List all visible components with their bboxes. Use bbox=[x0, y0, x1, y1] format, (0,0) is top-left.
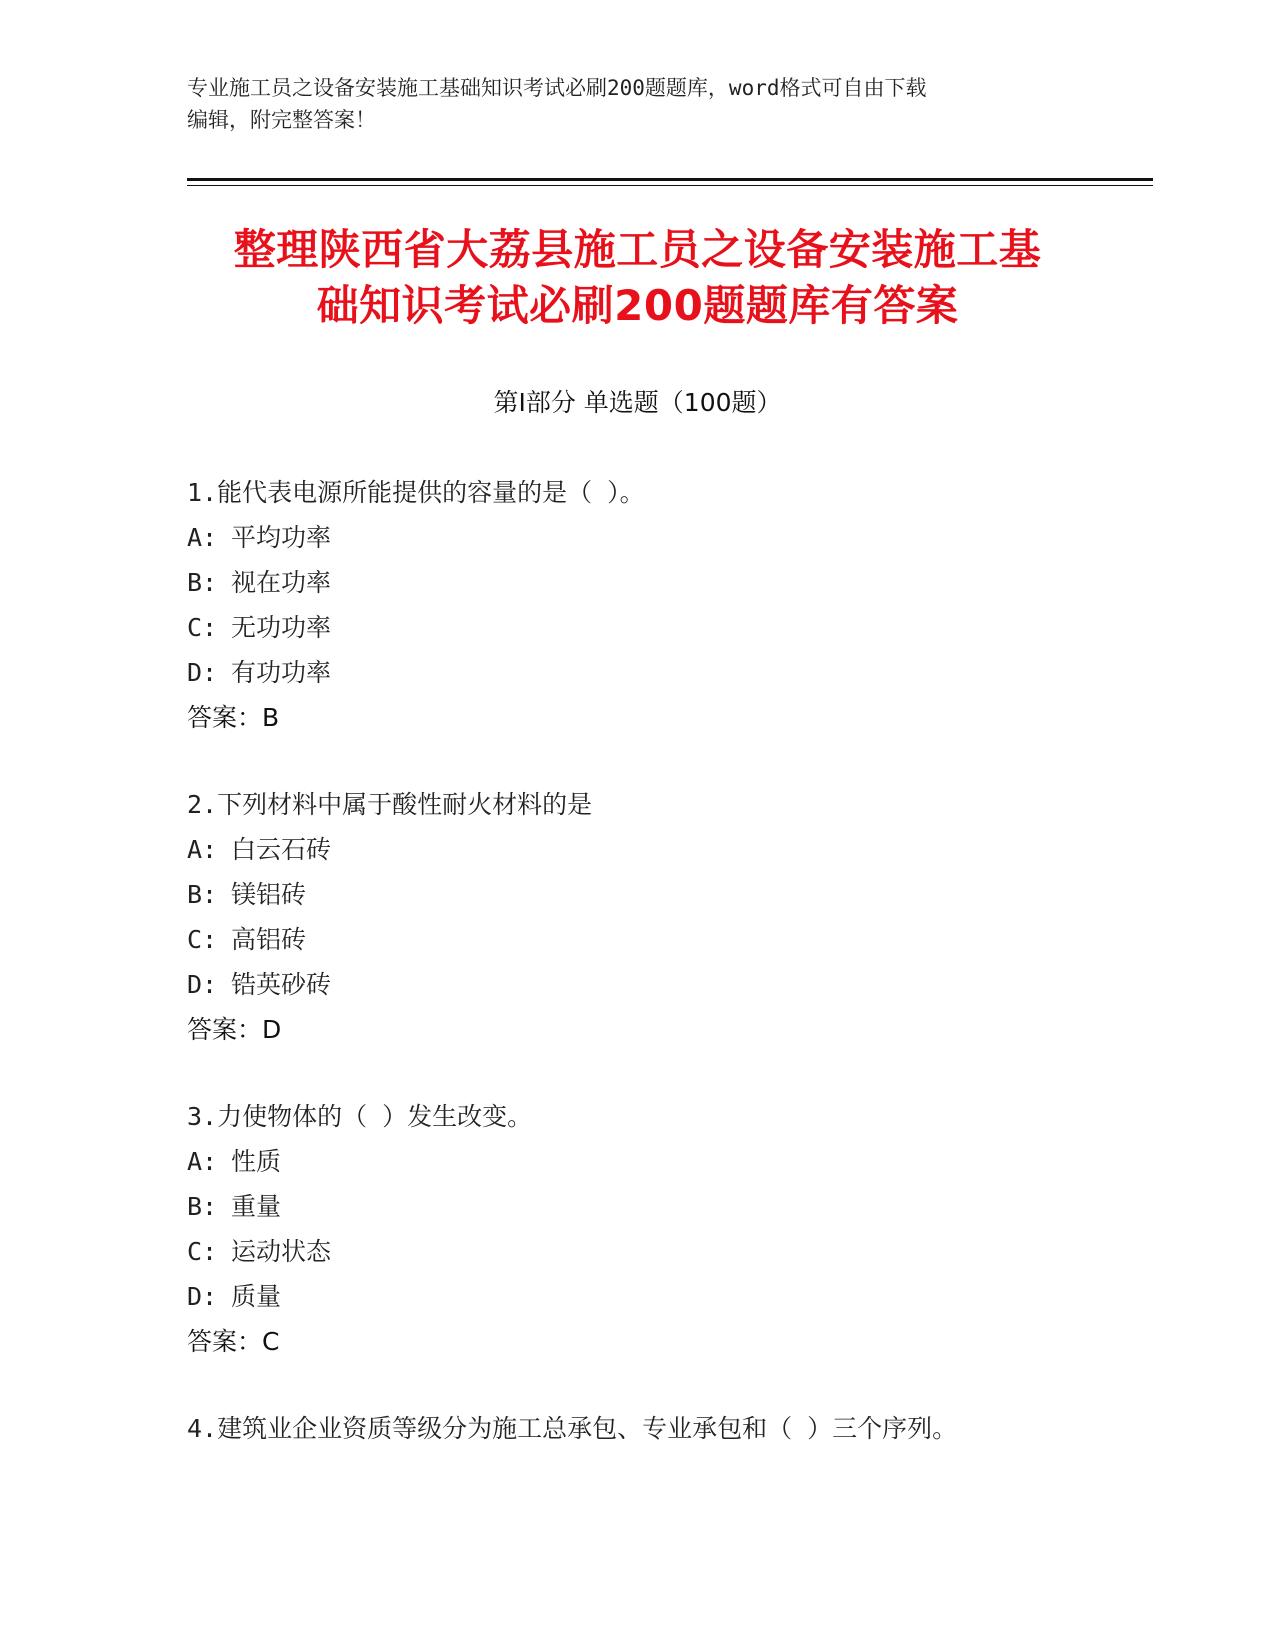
option-text: 高铝砖 bbox=[231, 925, 307, 954]
option-text: 无功功率 bbox=[231, 613, 332, 642]
option-a bbox=[187, 515, 1147, 560]
header-divider-thin bbox=[187, 185, 1153, 186]
document-title bbox=[130, 222, 1145, 334]
answer: 答案：D bbox=[187, 1015, 282, 1044]
question-3 bbox=[187, 1094, 1147, 1364]
option-text: 平均功率 bbox=[231, 523, 332, 552]
option-c bbox=[187, 1229, 1147, 1274]
question-1 bbox=[187, 470, 1147, 740]
option-letter: D: bbox=[187, 658, 218, 687]
option-d bbox=[187, 650, 1147, 695]
option-text: 有功功率 bbox=[231, 658, 332, 687]
option-c bbox=[187, 605, 1147, 650]
question-stem: 1.能代表电源所能提供的容量的是（ ）。 bbox=[187, 478, 645, 507]
option-text: 重量 bbox=[231, 1192, 282, 1221]
option-letter: B: bbox=[187, 1192, 218, 1221]
option-letter: A: bbox=[187, 523, 218, 552]
option-text: 锆英砂砖 bbox=[231, 970, 332, 999]
answer: 答案：C bbox=[187, 1327, 280, 1356]
option-text: 视在功率 bbox=[231, 568, 332, 597]
section-heading: 第Ⅰ部分 单选题（100题） bbox=[493, 388, 782, 417]
document-title-line-2: 础知识考试必刷200题题库有答案 bbox=[316, 281, 959, 330]
option-letter: C: bbox=[187, 613, 218, 642]
question-2 bbox=[187, 782, 1147, 1052]
question-list bbox=[187, 470, 1147, 1493]
question-stem: 2.下列材料中属于酸性耐火材料的是 bbox=[187, 790, 593, 819]
option-b bbox=[187, 560, 1147, 605]
option-letter: C: bbox=[187, 925, 218, 954]
option-letter: D: bbox=[187, 1282, 218, 1311]
option-d bbox=[187, 962, 1147, 1007]
option-text: 镁铝砖 bbox=[231, 880, 307, 909]
option-b bbox=[187, 1184, 1147, 1229]
option-letter: C: bbox=[187, 1237, 218, 1266]
option-b bbox=[187, 872, 1147, 917]
option-text: 运动状态 bbox=[231, 1237, 332, 1266]
header-note-line-1: 专业施工员之设备安装施工基础知识考试必刷200题题库，word格式可自由下载 bbox=[187, 76, 927, 100]
option-text: 质量 bbox=[231, 1282, 282, 1311]
question-stem: 3.力使物体的（ ）发生改变。 bbox=[187, 1102, 533, 1131]
document-title-line-1: 整理陕西省大荔县施工员之设备安装施工基 bbox=[233, 225, 1042, 274]
option-letter: B: bbox=[187, 568, 218, 597]
answer: 答案：B bbox=[187, 703, 280, 732]
option-letter: B: bbox=[187, 880, 218, 909]
option-a bbox=[187, 1139, 1147, 1184]
option-c bbox=[187, 917, 1147, 962]
option-d bbox=[187, 1274, 1147, 1319]
option-text: 性质 bbox=[231, 1147, 282, 1176]
header-note bbox=[187, 72, 1087, 136]
option-letter: A: bbox=[187, 835, 218, 864]
question-stem: 4.建筑业企业资质等级分为施工总承包、专业承包和（ ）三个序列。 bbox=[187, 1414, 958, 1443]
option-letter: A: bbox=[187, 1147, 218, 1176]
option-a bbox=[187, 827, 1147, 872]
option-text: 白云石砖 bbox=[231, 835, 332, 864]
option-letter: D: bbox=[187, 970, 218, 999]
header-note-line-2: 编辑，附完整答案！ bbox=[187, 108, 376, 132]
header-divider-thick bbox=[187, 178, 1153, 181]
question-4 bbox=[187, 1406, 1147, 1451]
